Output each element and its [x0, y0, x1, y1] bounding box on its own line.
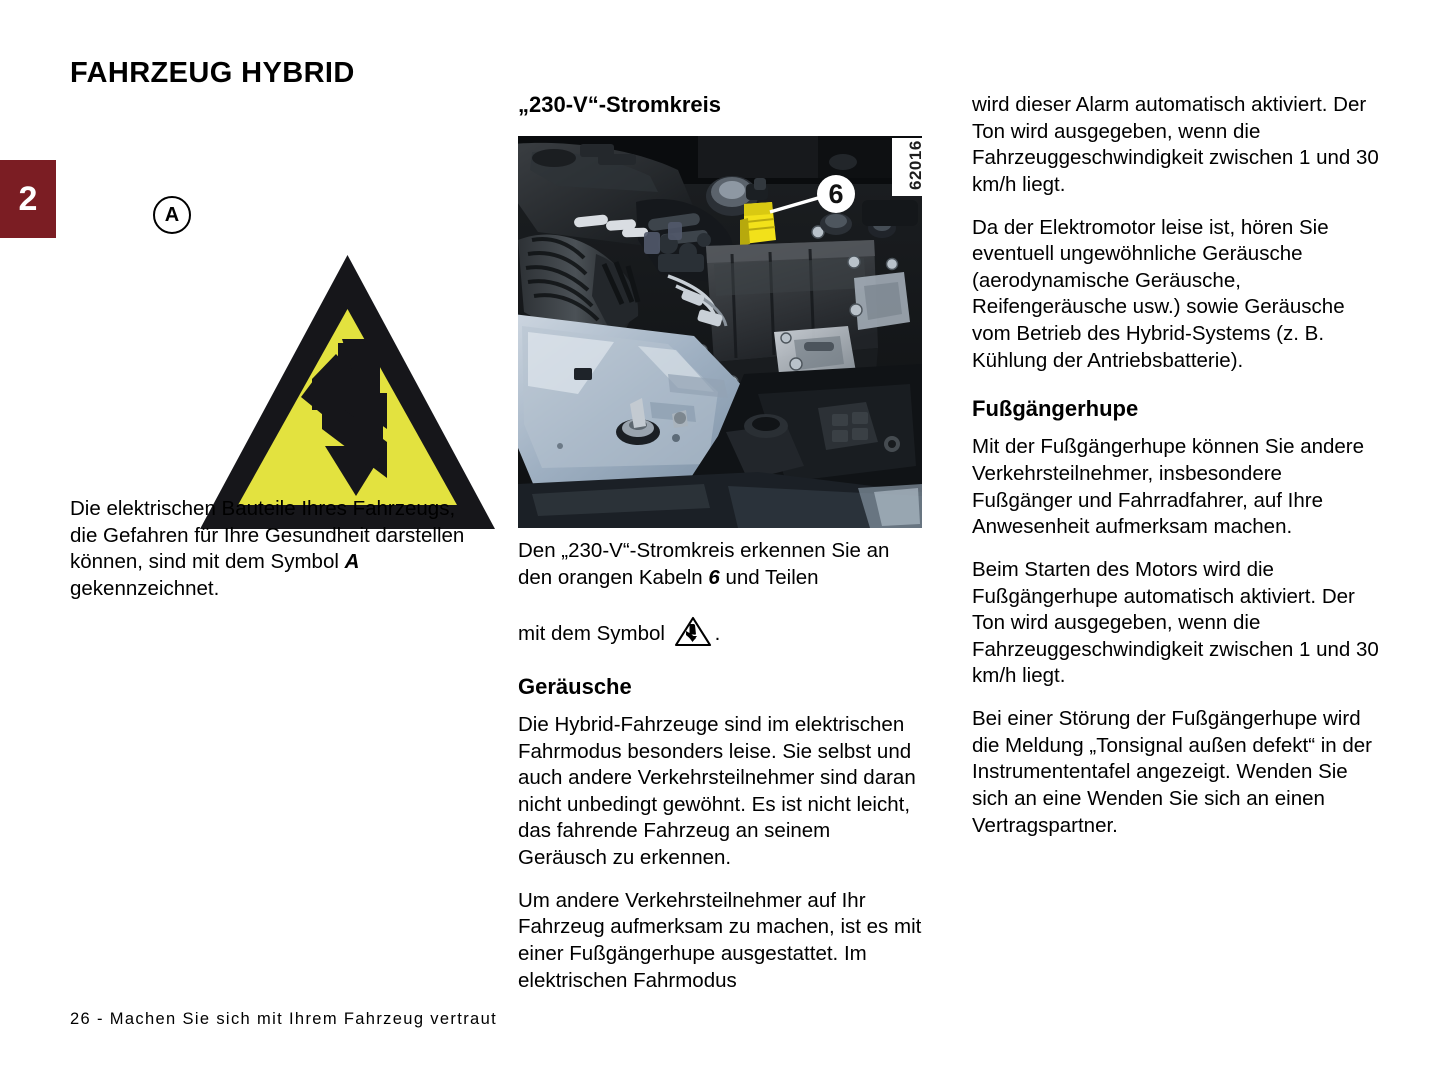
- photo-caption-symbol-line: [518, 615, 923, 648]
- photo-caption: [518, 538, 923, 591]
- left-paragraph-before: Die elektrischen Bauteile Ihres Fahrzeugs, die Gefahren für Ihre Gesundheit darstellen können, sind mit dem Symbol: [70, 497, 465, 574]
- left-column-paragraph: [70, 496, 470, 603]
- engine-bay-photo: [518, 136, 922, 528]
- section-heading-230v-circuit: „230-V“-Stromkreis: [518, 92, 721, 117]
- hazard-triangle-icon: [195, 247, 500, 537]
- left-paragraph-after: gekennzeichnet.: [70, 576, 220, 600]
- right-paragraph-5: Bei einer Störung der Fußgängerhupe wird die Meldung „Tonsignal außen defekt“ in der Instrumententafel angezeigt. Wenden Sie sich an eine Wenden Sie sich an einen Vertragspartner.: [972, 707, 1372, 837]
- noises-paragraph-2: Um andere Verkehrsteilnehmer auf Ihr Fahrzeug aufmerksam zu machen, ist es mit einer Fußgängerhupe ausgestattet. Im elektrischen Fahrmodus: [518, 888, 922, 992]
- page-footer: 26 - Machen Sie sich mit Ihrem Fahrzeug vertraut: [70, 1010, 498, 1028]
- left-paragraph-emphasis: A: [344, 550, 360, 574]
- symbol-a-marker: [153, 196, 191, 234]
- section-heading-noises: Geräusche: [518, 673, 632, 699]
- caption-before: Den „230-V“-Stromkreis erkennen Sie an den orangen Kabeln: [518, 539, 890, 589]
- middle-column-text: [518, 538, 923, 994]
- right-paragraph-4: Beim Starten des Motors wird die Fußgängerhupe automatisch aktiviert. Der Ton wird ausgegeben, wenn die Fahrzeuggeschwindigkeit zwischen 1 und 30 km/h liegt.: [972, 557, 1379, 688]
- right-paragraph-1: wird dieser Alarm automatisch aktiviert. Der Ton wird ausgegeben, wenn die Fahrzeuggeschwindigkeit zwischen 1 und 30 km/h liegt.: [972, 93, 1379, 196]
- right-paragraph-2: Da der Elektromotor leise ist, hören Sie eventuell ungewöhnliche Geräusche (aerodynamische Geräusche, Reifengeräusche usw.) sowie Geräusche vom Betrieb des Hybrid-Systems (z. B. Kühlung der Antriebsbatterie).: [972, 215, 1345, 372]
- middle-column: [518, 92, 923, 128]
- figure-reference-number-middle: 62016: [906, 140, 925, 190]
- caption-symbol-before: mit dem Symbol: [518, 622, 671, 646]
- caption-emphasis: 6: [708, 565, 720, 589]
- chapter-number-tab: [0, 160, 56, 238]
- svg-text:6: 6: [828, 179, 844, 209]
- right-column: [972, 92, 1384, 839]
- caption-after: und Teilen: [719, 565, 819, 589]
- page-title: FAHRZEUG HYBRID: [70, 57, 355, 90]
- noises-paragraph-1: Die Hybrid-Fahrzeuge sind im elektrischen Fahrmodus besonders leise. Sie selbst und auch andere Verkehrsteilnehmer sind daran nicht unbedingt gewöhnt. Es ist nicht leicht, das fahrende Fahrzeug an seinem Geräusch zu erkennen.: [518, 712, 916, 870]
- symbol-a-letter: A: [164, 204, 180, 226]
- chapter-number: 2: [18, 179, 38, 218]
- caption-symbol-after: .: [714, 622, 721, 646]
- section-heading-pedestrian-horn: Fußgängerhupe: [972, 396, 1139, 422]
- right-paragraph-3: Mit der Fußgängerhupe können Sie andere Verkehrsteilnehmer, insbesondere Fußgänger und Fahrradfahrer, auf Ihre Anwesenheit aufmerksam machen.: [972, 435, 1365, 539]
- hazard-triangle-small-icon: [673, 615, 713, 647]
